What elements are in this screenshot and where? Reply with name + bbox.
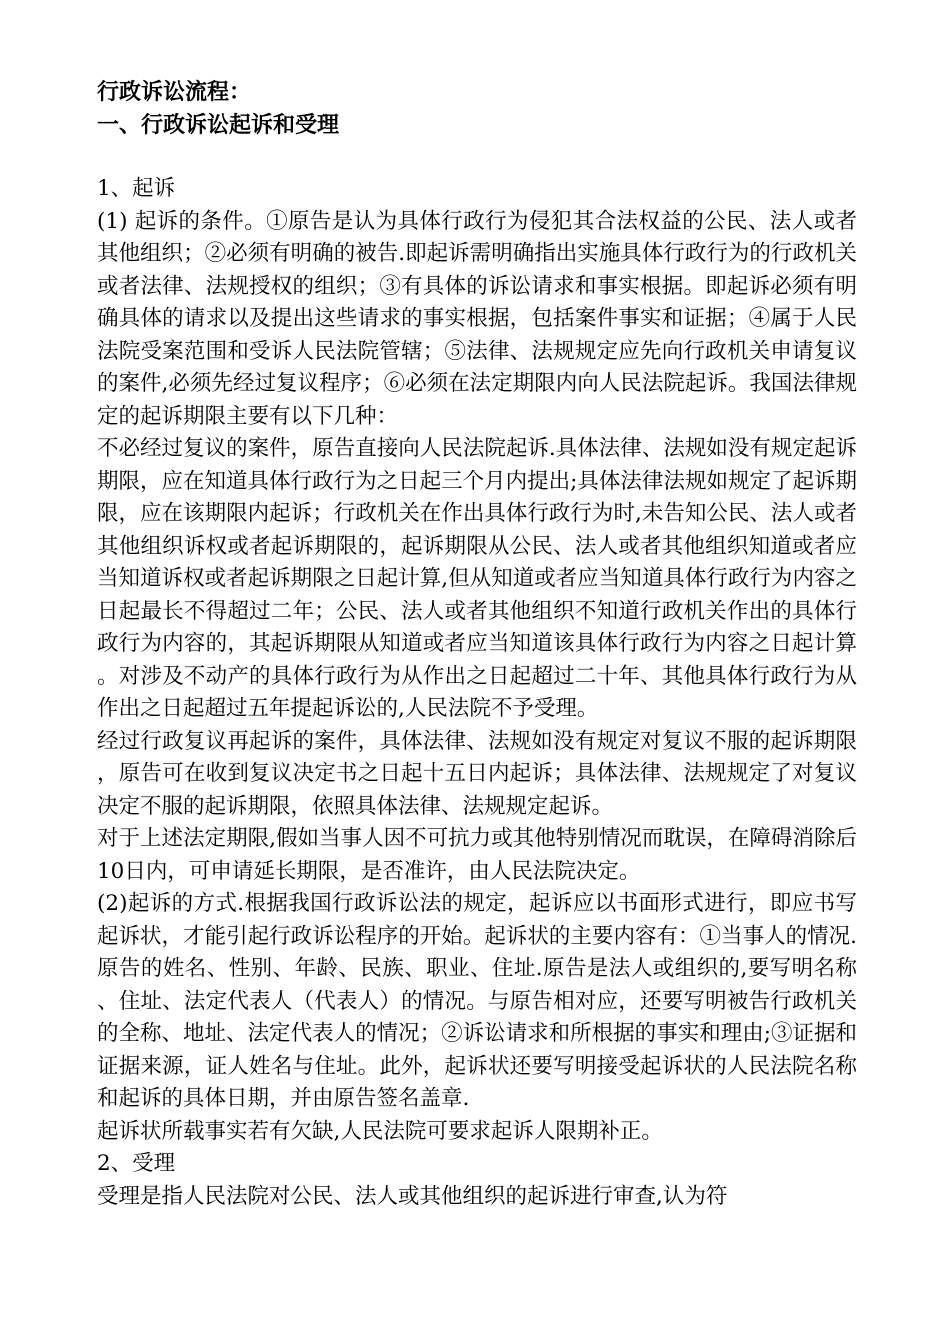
subheading-qisu: 1、起诉 <box>97 176 176 201</box>
paragraph-extension: 对于上述法定期限,假如当事人因不可抗力或其他特别情况而耽误，在障碍消除后10日内，可申请延长期限，是否准许，由人民法院决定。 <box>97 826 857 884</box>
section-heading: 一、行政诉讼起诉和受理 <box>97 113 340 138</box>
paragraph-no-review: 不必经过复议的案件，原告直接向人民法院起诉.具体法律、法规如没有规定起诉期限，应在知道具体行政行为之日起三个月内提出;具体法律法规如规定了起诉期限，应在该期限内起诉；行政机关在作出具体行政行为时,未告知公民、法人或者其他组织诉权或者起诉期限的，起诉期限从公民、法人或者其他组织知道或者应当知道诉权或者起诉期限之日起计算,但从知道或者应当知道具体行政行为内容之日起最长不得超过二年；公民、法人或者其他组织不知道行政机关作出的具体行政行为内容的，其起诉期限从知道或者应当知道该具体行政行为内容之日起计算。对涉及不动产的具体行政行为从作出之日起超过二十年、其他具体行政行为从作出之日起超过五年提起诉讼的,人民法院不予受理。 <box>97 436 857 721</box>
document-title: 行政诉讼流程： <box>97 80 252 105</box>
subheading-shouli: 2、受理 <box>97 1151 176 1176</box>
paragraph-supplement: 起诉状所载事实若有欠缺,人民法院可要求起诉人限期补正。 <box>97 1118 663 1144</box>
paragraph-conditions: (1) 起诉的条件。①原告是认为具体行政行为侵犯其合法权益的公民、法人或者其他组织；②必须有明确的被告.即起诉需明确指出实施具体行政行为的行政机关或者法律、法规授权的组织；③有具体的诉讼请求和事实根据。即起诉必须有明确具体的请求以及提出这些请求的事实根据，包括案件事实和证据；④属于人民法院受案范围和受诉人民法院管辖；⑤法律、法规规定应先向行政机关申请复议的案件,必须先经过复议程序；⑥必须在法定期限内向人民法院起诉。我国法律规定的起诉期限主要有以下几种： <box>97 208 857 429</box>
paragraph-after-review: 经过行政复议再起诉的案件，具体法律、法规如没有规定对复议不服的起诉期限，原告可在收到复议决定书之日起十五日内起诉；具体法律、法规规定了对复议决定不服的起诉期限，依照具体法律、法规规定起诉。 <box>97 728 857 819</box>
document-page <box>97 76 857 1213</box>
blank-line <box>97 142 857 173</box>
paragraph-method: (2)起诉的方式.根据我国行政诉讼法的规定，起诉应以书面形式进行，即应书写起诉状，才能引起行政诉讼程序的开始。起诉状的主要内容有：①当事人的情况.原告的姓名、性别、年龄、民族、职业、住址.原告是法人或组织的,要写明名称、住址、法定代表人（代表人）的情况。与原告相对应，还要写明被告行政机关的全称、地址、法定代表人的情况；②诉讼请求和所根据的事实和理由;③证据和证据来源，证人姓名与住址。此外，起诉状还要写明接受起诉状的人民法院名称和起诉的具体日期，并由原告签名盖章. <box>97 891 857 1111</box>
paragraph-acceptance: 受理是指人民法院对公民、法人或其他组织的起诉进行审查,认为符 <box>97 1183 728 1209</box>
